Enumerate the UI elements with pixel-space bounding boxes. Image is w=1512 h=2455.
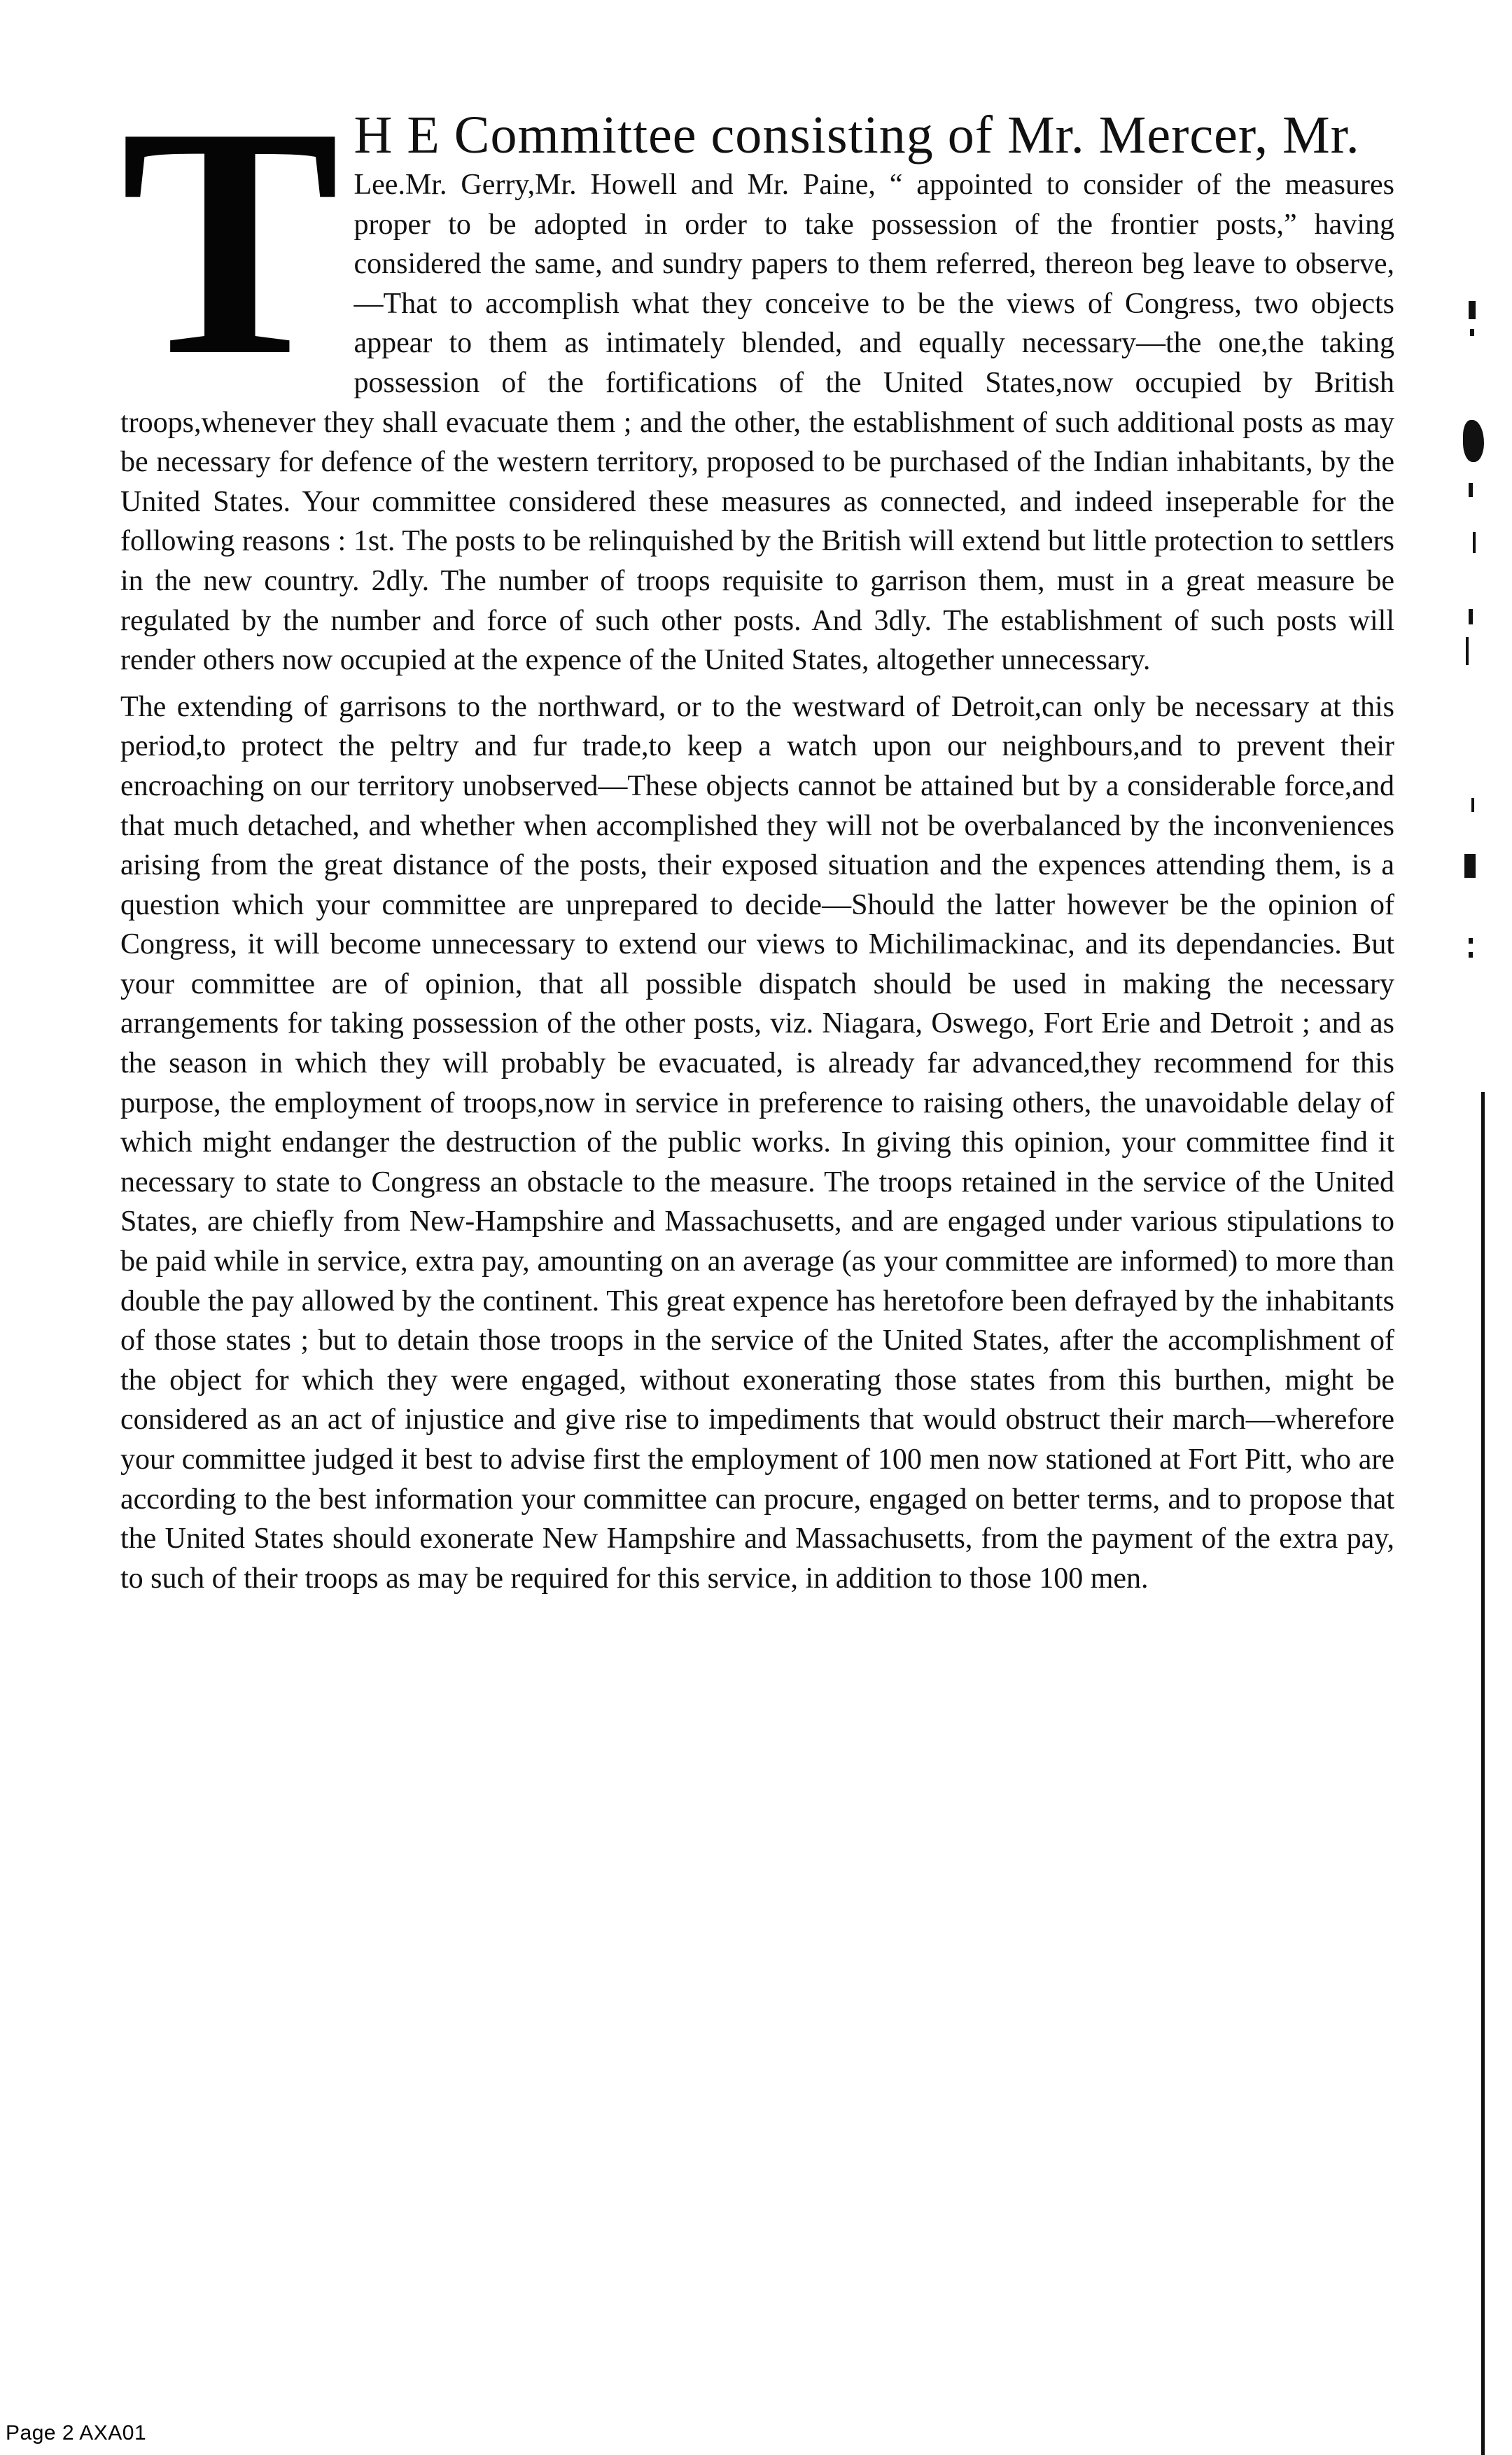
margin-edge-line — [1481, 1092, 1485, 2455]
margin-mark — [1469, 301, 1476, 319]
paragraph-1: Lee.Mr. Gerry,Mr. Howell and Mr. Paine, “ appointed to consider of the measures proper to be adopted in order to take possession of the frontier posts,” having considered the same, and sundry papers to them referred, thereon beg leave to observe,—That to accomplish what they conceive to be the views of Congress, two objects appear to them as intimately blended, and equally necessary—the one,the taking possession of the fortifications of the United States,now occupied by British troops,whenever they shall evacuate them ; and the other, the establishment of such additional posts as may be necessary for defence of the western territory, proposed to be purchased of the Indian inhabitants, by the United States. Your committee considered these measures as connected, and indeed inseperable for the following reasons : 1st. The posts to be relinquished by the British will extend but little protection to settlers in the new country. 2dly. The number of troops requisite to garrison them, must in a great measure be regulated by the number and force of such other posts. And 3dly. The establishment of such posts will render others now occupied at the expence of the United States, altogether unnecessary. — [120, 169, 1394, 677]
page-label: Page 2 AXA01 — [6, 2421, 147, 2444]
drop-cap-letter: T — [120, 59, 340, 424]
margin-mark — [1466, 637, 1469, 665]
margin-mark — [1469, 483, 1473, 497]
margin-mark — [1473, 532, 1476, 553]
margin-mark — [1469, 938, 1473, 944]
margin-mark — [1469, 952, 1473, 958]
margin-mark — [1469, 609, 1473, 624]
article-heading: H E Committee consisting of Mr. Mercer, Mr. — [354, 106, 1360, 165]
margin-mark — [1464, 854, 1476, 878]
article — [120, 59, 1394, 1598]
margin-mark — [1471, 798, 1474, 812]
margin-mark — [1470, 329, 1474, 336]
paragraph-2: The extending of garrisons to the northward, or to the westward of Detroit,can only be necessary at this period,to protect the peltry and fur trade,to keep a watch upon our neighbours,and to prevent their encroaching on our territory unobserved—These objects cannot be attained but by a considerable force,and that much detached, and whether when accomplished they will not be overbalanced by the inconveniences arising from the great distance of the posts, their exposed situation and the expences attending them, is a question which your committee are unprepared to decide—Should the latter however be the opinion of Congress, it will become unnecessary to extend our views to Michilimackinac, and its dependancies. But your committee are of opinion, that all possible dispatch should be used in making the necessary arrangements for taking possession of the other posts, viz. Niagara, Oswego, Fort Erie and Detroit ; and as the season in which they will probably be evacuated, is already far advanced,they recommend for this purpose, the employment of troops,now in service in preference to raising others, the unavoidable delay of which might endanger the destruction of the public works. In giving this opinion, your committee find it necessary to state to Congress an obstacle to the measure. The troops retained in the service of the United States, are chiefly from New-Hampshire and Massachusetts, and are engaged under various stipulations to be paid while in service, extra pay, amounting on an average (as your committee are informed) to more than double the pay allowed by the continent. This great expence has heretofore been defrayed by the inhabitants of those states ; but to detain those troops in the service of the United States, after the accomplishment of the object for which they were engaged, without exonerating those states from this burthen, might be considered as an act of injustice and give rise to impediments that would obstruct their march—wherefore your committee judged it best to advise first the employment of 100 men now stationed at Fort Pitt, who are according to the best information your committee can procure, engaged on better terms, and to propose that the United States should exonerate New Hampshire and Massachusetts, from the payment of the extra pay, to such of their troops as may be required for this service, in addition to those 100 men. — [120, 690, 1394, 1595]
margin-mark — [1463, 420, 1484, 462]
